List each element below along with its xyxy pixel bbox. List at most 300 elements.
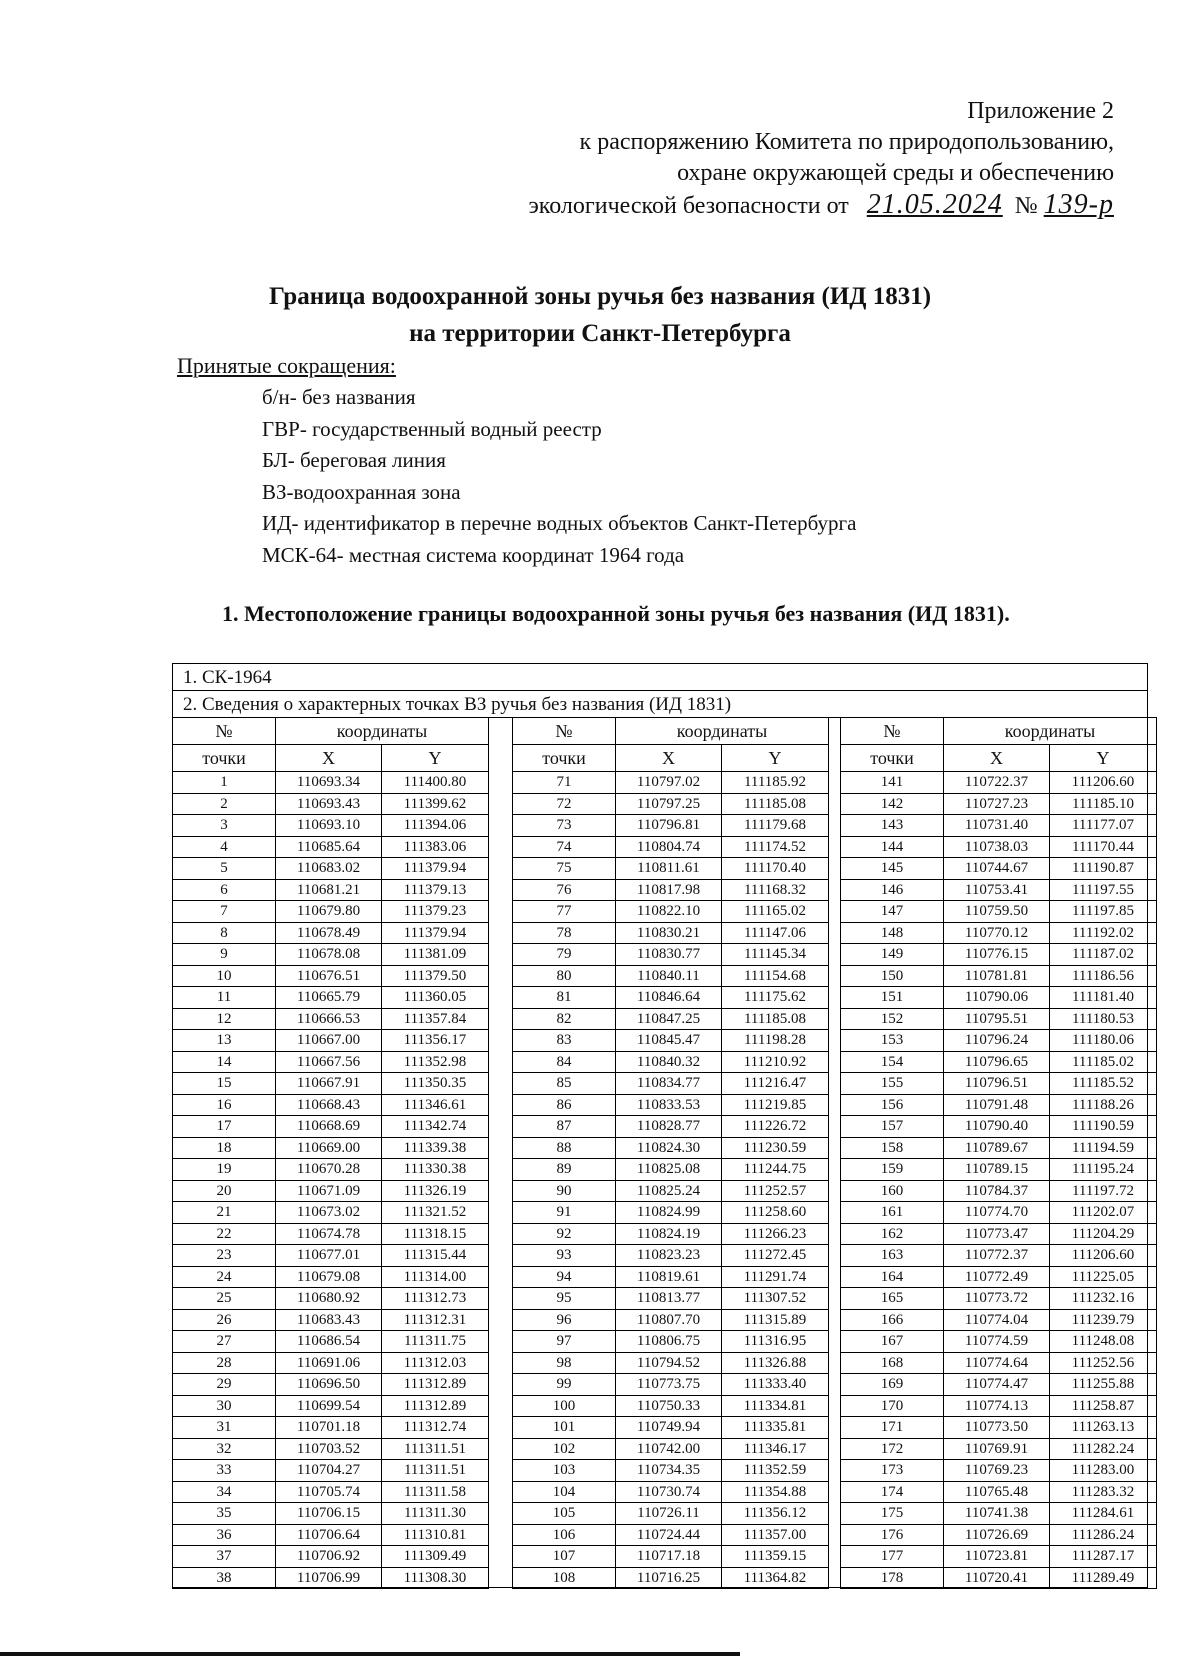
point-number: 153	[841, 1030, 944, 1052]
point-x: 110797.25	[616, 793, 722, 815]
point-number: 143	[841, 815, 944, 837]
table-row	[513, 879, 829, 901]
point-y: 111248.08	[1050, 1331, 1157, 1353]
point-y: 111165.02	[722, 901, 829, 923]
table-row	[841, 922, 1157, 944]
point-number: 147	[841, 901, 944, 923]
point-y: 111356.17	[382, 1030, 489, 1052]
point-x: 110806.75	[616, 1331, 722, 1353]
point-y: 111170.40	[722, 858, 829, 880]
point-x: 110807.70	[616, 1309, 722, 1331]
point-number: 27	[173, 1331, 276, 1353]
point-number: 13	[173, 1030, 276, 1052]
point-x: 110677.01	[276, 1245, 382, 1267]
point-number: 4	[173, 836, 276, 858]
point-x: 110774.47	[944, 1374, 1050, 1396]
point-y: 111190.59	[1050, 1116, 1157, 1138]
point-number: 7	[173, 901, 276, 923]
table-row	[513, 1352, 829, 1374]
point-number: 145	[841, 858, 944, 880]
table-row	[173, 858, 489, 880]
table-row	[513, 944, 829, 966]
point-number: 79	[513, 944, 616, 966]
col-y-header: Y	[382, 745, 489, 772]
point-y: 111311.58	[382, 1481, 489, 1503]
point-number: 170	[841, 1395, 944, 1417]
table-row	[841, 1288, 1157, 1310]
point-x: 110685.64	[276, 836, 382, 858]
point-number: 29	[173, 1374, 276, 1396]
point-number: 85	[513, 1073, 616, 1095]
point-x: 110824.99	[616, 1202, 722, 1224]
point-number: 158	[841, 1137, 944, 1159]
point-number: 152	[841, 1008, 944, 1030]
col-coordinates-header: координаты	[616, 718, 829, 745]
table-row	[513, 1524, 829, 1546]
point-x: 110667.91	[276, 1073, 382, 1095]
point-y: 111177.07	[1050, 815, 1157, 837]
table-row	[173, 1352, 489, 1374]
point-x: 110759.50	[944, 901, 1050, 923]
point-x: 110825.24	[616, 1180, 722, 1202]
point-number: 98	[513, 1352, 616, 1374]
point-x: 110741.38	[944, 1503, 1050, 1525]
table-row	[513, 1481, 829, 1503]
table-row	[841, 1245, 1157, 1267]
point-x: 110784.37	[944, 1180, 1050, 1202]
point-number: 23	[173, 1245, 276, 1267]
point-x: 110776.15	[944, 944, 1050, 966]
point-number: 103	[513, 1460, 616, 1482]
point-y: 111232.16	[1050, 1288, 1157, 1310]
point-x: 110822.10	[616, 901, 722, 923]
table-row	[841, 1481, 1157, 1503]
table-row	[513, 1438, 829, 1460]
point-y: 111291.74	[722, 1266, 829, 1288]
point-y: 111258.87	[1050, 1395, 1157, 1417]
col-x-header: X	[276, 745, 382, 772]
point-x: 110773.50	[944, 1417, 1050, 1439]
table-row	[173, 1094, 489, 1116]
point-number: 104	[513, 1481, 616, 1503]
table-row	[841, 1309, 1157, 1331]
point-number: 9	[173, 944, 276, 966]
point-y: 111334.81	[722, 1395, 829, 1417]
abbreviations-list	[262, 382, 856, 571]
point-y: 111394.06	[382, 815, 489, 837]
table-row	[841, 1051, 1157, 1073]
point-x: 110744.67	[944, 858, 1050, 880]
point-x: 110789.67	[944, 1137, 1050, 1159]
table-row	[513, 1202, 829, 1224]
point-number: 96	[513, 1309, 616, 1331]
point-y: 111283.00	[1050, 1460, 1157, 1482]
table-row	[841, 793, 1157, 815]
point-number: 84	[513, 1051, 616, 1073]
point-number: 173	[841, 1460, 944, 1482]
point-number: 37	[173, 1546, 276, 1568]
point-y: 111230.59	[722, 1137, 829, 1159]
table-row	[173, 879, 489, 901]
table-row	[173, 944, 489, 966]
point-x: 110796.81	[616, 815, 722, 837]
point-x: 110667.00	[276, 1030, 382, 1052]
point-x: 110840.32	[616, 1051, 722, 1073]
table-row	[513, 1180, 829, 1202]
point-number: 154	[841, 1051, 944, 1073]
table-row	[513, 1374, 829, 1396]
point-y: 111170.44	[1050, 836, 1157, 858]
point-y: 111352.59	[722, 1460, 829, 1482]
point-x: 110742.00	[616, 1438, 722, 1460]
point-x: 110772.37	[944, 1245, 1050, 1267]
point-number: 89	[513, 1159, 616, 1181]
table-row	[173, 922, 489, 944]
point-x: 110674.78	[276, 1223, 382, 1245]
point-x: 110823.23	[616, 1245, 722, 1267]
point-number: 150	[841, 965, 944, 987]
point-number: 156	[841, 1094, 944, 1116]
table-row	[513, 772, 829, 794]
point-y: 111252.56	[1050, 1352, 1157, 1374]
point-number: 87	[513, 1116, 616, 1138]
point-y: 111379.13	[382, 879, 489, 901]
point-number: 97	[513, 1331, 616, 1353]
point-number: 83	[513, 1030, 616, 1052]
point-x: 110686.54	[276, 1331, 382, 1353]
point-x: 110813.77	[616, 1288, 722, 1310]
coordinates-table-2	[512, 717, 829, 1589]
point-y: 111282.24	[1050, 1438, 1157, 1460]
table-row	[173, 1116, 489, 1138]
table-row	[841, 858, 1157, 880]
table-row	[841, 1159, 1157, 1181]
point-number: 99	[513, 1374, 616, 1396]
point-y: 111354.88	[722, 1481, 829, 1503]
point-x: 110705.74	[276, 1481, 382, 1503]
point-y: 111356.12	[722, 1503, 829, 1525]
point-x: 110693.43	[276, 793, 382, 815]
point-y: 111321.52	[382, 1202, 489, 1224]
point-y: 111197.55	[1050, 879, 1157, 901]
point-x: 110846.64	[616, 987, 722, 1009]
col-x-header: X	[616, 745, 722, 772]
table-row	[513, 1546, 829, 1568]
point-y: 111379.23	[382, 901, 489, 923]
table-row	[173, 1030, 489, 1052]
point-x: 110824.30	[616, 1137, 722, 1159]
point-x: 110704.27	[276, 1460, 382, 1482]
table-row	[173, 1417, 489, 1439]
point-y: 111400.80	[382, 772, 489, 794]
point-y: 111181.40	[1050, 987, 1157, 1009]
table-row	[841, 1116, 1157, 1138]
point-number: 168	[841, 1352, 944, 1374]
point-y: 111315.44	[382, 1245, 489, 1267]
col-coordinates-header: координаты	[944, 718, 1157, 745]
point-number: 166	[841, 1309, 944, 1331]
table-row	[513, 1159, 829, 1181]
table-row	[173, 965, 489, 987]
point-y: 111174.52	[722, 836, 829, 858]
point-y: 111310.81	[382, 1524, 489, 1546]
point-number: 6	[173, 879, 276, 901]
table-row	[841, 987, 1157, 1009]
points-info-row: 2. Сведения о характерных точках ВЗ ручья без названия (ИД 1831)	[173, 691, 1147, 718]
point-x: 110769.91	[944, 1438, 1050, 1460]
table-row	[173, 1460, 489, 1482]
point-y: 111309.49	[382, 1546, 489, 1568]
point-x: 110750.33	[616, 1395, 722, 1417]
point-number: 8	[173, 922, 276, 944]
point-x: 110691.06	[276, 1352, 382, 1374]
point-number: 171	[841, 1417, 944, 1439]
table-row	[513, 1245, 829, 1267]
point-y: 111226.72	[722, 1116, 829, 1138]
point-number: 25	[173, 1288, 276, 1310]
table-row	[173, 1159, 489, 1181]
point-y: 111219.85	[722, 1094, 829, 1116]
point-number: 164	[841, 1266, 944, 1288]
point-number: 17	[173, 1116, 276, 1138]
point-y: 111339.38	[382, 1137, 489, 1159]
table-row	[513, 922, 829, 944]
point-y: 111364.82	[722, 1567, 829, 1589]
table-row	[173, 1137, 489, 1159]
point-y: 111185.52	[1050, 1073, 1157, 1095]
point-x: 110717.18	[616, 1546, 722, 1568]
point-number: 32	[173, 1438, 276, 1460]
point-x: 110791.48	[944, 1094, 1050, 1116]
point-x: 110794.52	[616, 1352, 722, 1374]
point-x: 110773.47	[944, 1223, 1050, 1245]
col-x-header: X	[944, 745, 1050, 772]
point-number: 16	[173, 1094, 276, 1116]
point-number: 90	[513, 1180, 616, 1202]
point-number: 35	[173, 1503, 276, 1525]
point-y: 111266.23	[722, 1223, 829, 1245]
point-y: 111244.75	[722, 1159, 829, 1181]
point-number: 108	[513, 1567, 616, 1589]
point-y: 111192.02	[1050, 922, 1157, 944]
point-x: 110706.99	[276, 1567, 382, 1589]
point-number: 172	[841, 1438, 944, 1460]
point-number: 78	[513, 922, 616, 944]
point-number: 105	[513, 1503, 616, 1525]
table-row	[841, 1374, 1157, 1396]
table-row	[513, 1417, 829, 1439]
point-number: 157	[841, 1116, 944, 1138]
point-y: 111312.74	[382, 1417, 489, 1439]
point-number: 91	[513, 1202, 616, 1224]
point-number: 3	[173, 815, 276, 837]
point-y: 111360.05	[382, 987, 489, 1009]
table-row	[173, 1266, 489, 1288]
point-number: 141	[841, 772, 944, 794]
point-number: 82	[513, 1008, 616, 1030]
point-y: 111399.62	[382, 793, 489, 815]
point-x: 110795.51	[944, 1008, 1050, 1030]
point-number: 20	[173, 1180, 276, 1202]
table-row	[841, 1460, 1157, 1482]
point-y: 111190.87	[1050, 858, 1157, 880]
point-number: 33	[173, 1460, 276, 1482]
point-x: 110727.23	[944, 793, 1050, 815]
point-y: 111383.06	[382, 836, 489, 858]
section-heading: 1. Местоположение границы водоохранной зоны ручья без названия (ИД 1831).	[222, 601, 1010, 626]
order-number-label: №	[1014, 193, 1038, 219]
point-number: 38	[173, 1567, 276, 1589]
point-y: 111311.51	[382, 1460, 489, 1482]
point-number: 12	[173, 1008, 276, 1030]
table-row	[513, 1073, 829, 1095]
table-row	[841, 1202, 1157, 1224]
point-number: 31	[173, 1417, 276, 1439]
abbreviation-item: б/н- без названия	[262, 385, 416, 409]
table-row	[841, 1008, 1157, 1030]
point-x: 110840.11	[616, 965, 722, 987]
point-number: 2	[173, 793, 276, 815]
table-row	[841, 1223, 1157, 1245]
point-number: 24	[173, 1266, 276, 1288]
point-number: 5	[173, 858, 276, 880]
table-row	[841, 1266, 1157, 1288]
point-y: 111346.17	[722, 1438, 829, 1460]
point-x: 110797.02	[616, 772, 722, 794]
point-number: 11	[173, 987, 276, 1009]
point-y: 111185.08	[722, 793, 829, 815]
point-x: 110683.43	[276, 1309, 382, 1331]
point-y: 111255.88	[1050, 1374, 1157, 1396]
abbreviation-item: БЛ- береговая линия	[262, 448, 446, 472]
table-row	[173, 1245, 489, 1267]
point-y: 111180.06	[1050, 1030, 1157, 1052]
table-row	[513, 901, 829, 923]
table-row	[173, 1288, 489, 1310]
point-y: 111263.13	[1050, 1417, 1157, 1439]
point-x: 110680.92	[276, 1288, 382, 1310]
point-x: 110819.61	[616, 1266, 722, 1288]
point-x: 110668.69	[276, 1116, 382, 1138]
point-x: 110824.19	[616, 1223, 722, 1245]
table-row	[173, 1438, 489, 1460]
order-number: 139-р	[1043, 189, 1114, 220]
point-y: 111239.79	[1050, 1309, 1157, 1331]
point-y: 111308.30	[382, 1567, 489, 1589]
point-number: 101	[513, 1417, 616, 1439]
point-x: 110668.43	[276, 1094, 382, 1116]
point-y: 111311.30	[382, 1503, 489, 1525]
table-row	[841, 1352, 1157, 1374]
point-number: 174	[841, 1481, 944, 1503]
point-x: 110765.48	[944, 1481, 1050, 1503]
point-number: 75	[513, 858, 616, 880]
point-y: 111287.17	[1050, 1546, 1157, 1568]
table-row	[173, 1008, 489, 1030]
table-row	[513, 1223, 829, 1245]
point-number: 28	[173, 1352, 276, 1374]
point-y: 111307.52	[722, 1288, 829, 1310]
point-number: 22	[173, 1223, 276, 1245]
coordinates-table-3	[840, 717, 1157, 1589]
document-title	[0, 278, 1200, 352]
point-y: 111225.05	[1050, 1266, 1157, 1288]
point-x: 110730.74	[616, 1481, 722, 1503]
point-number: 100	[513, 1395, 616, 1417]
point-number: 155	[841, 1073, 944, 1095]
point-y: 111175.62	[722, 987, 829, 1009]
point-x: 110830.77	[616, 944, 722, 966]
col-y-header: Y	[1050, 745, 1157, 772]
point-x: 110749.94	[616, 1417, 722, 1439]
point-y: 111180.53	[1050, 1008, 1157, 1030]
table-row	[513, 1503, 829, 1525]
point-y: 111342.74	[382, 1116, 489, 1138]
appendix-header	[528, 96, 1114, 222]
appendix-line-2: к распоряжению Комитета по природопользованию,	[579, 129, 1114, 155]
appendix-line-4-prefix: экологической безопасности от	[528, 193, 849, 219]
table-row	[841, 1137, 1157, 1159]
table-row	[513, 1051, 829, 1073]
col-number-subheader: точки	[513, 745, 616, 772]
coordinates-table-1	[172, 717, 489, 1589]
point-x: 110676.51	[276, 965, 382, 987]
point-x: 110734.35	[616, 1460, 722, 1482]
table-row	[173, 1546, 489, 1568]
table-row	[173, 836, 489, 858]
point-y: 111198.28	[722, 1030, 829, 1052]
table-row	[841, 1567, 1157, 1589]
col-number-subheader: точки	[173, 745, 276, 772]
table-row	[513, 1309, 829, 1331]
order-date: 21.05.2024	[866, 189, 1003, 220]
point-y: 111202.07	[1050, 1202, 1157, 1224]
table-row	[841, 879, 1157, 901]
point-y: 111381.09	[382, 944, 489, 966]
point-x: 110804.74	[616, 836, 722, 858]
point-y: 111333.40	[722, 1374, 829, 1396]
point-y: 111197.85	[1050, 901, 1157, 923]
point-x: 110669.00	[276, 1137, 382, 1159]
abbreviation-item: ВЗ-водоохранная зона	[262, 479, 461, 504]
point-x: 110796.65	[944, 1051, 1050, 1073]
point-number: 177	[841, 1546, 944, 1568]
point-number: 76	[513, 879, 616, 901]
point-y: 111272.45	[722, 1245, 829, 1267]
point-x: 110667.56	[276, 1051, 382, 1073]
table-row	[173, 1223, 489, 1245]
point-number: 148	[841, 922, 944, 944]
point-y: 111185.92	[722, 772, 829, 794]
point-number: 167	[841, 1331, 944, 1353]
abbreviation-item: ИД- идентификатор в перечне водных объектов Санкт-Петербурга	[262, 511, 857, 535]
point-y: 111314.00	[382, 1266, 489, 1288]
point-y: 111185.02	[1050, 1051, 1157, 1073]
table-row	[513, 1137, 829, 1159]
point-y: 111379.94	[382, 858, 489, 880]
point-y: 111206.60	[1050, 1245, 1157, 1267]
table-row	[173, 1481, 489, 1503]
col-coordinates-header: координаты	[276, 718, 489, 745]
point-x: 110724.44	[616, 1524, 722, 1546]
point-x: 110671.09	[276, 1180, 382, 1202]
point-y: 111252.57	[722, 1180, 829, 1202]
point-x: 110693.10	[276, 815, 382, 837]
table-row	[841, 1395, 1157, 1417]
point-y: 111316.95	[722, 1331, 829, 1353]
point-number: 178	[841, 1567, 944, 1589]
point-y: 111357.84	[382, 1008, 489, 1030]
